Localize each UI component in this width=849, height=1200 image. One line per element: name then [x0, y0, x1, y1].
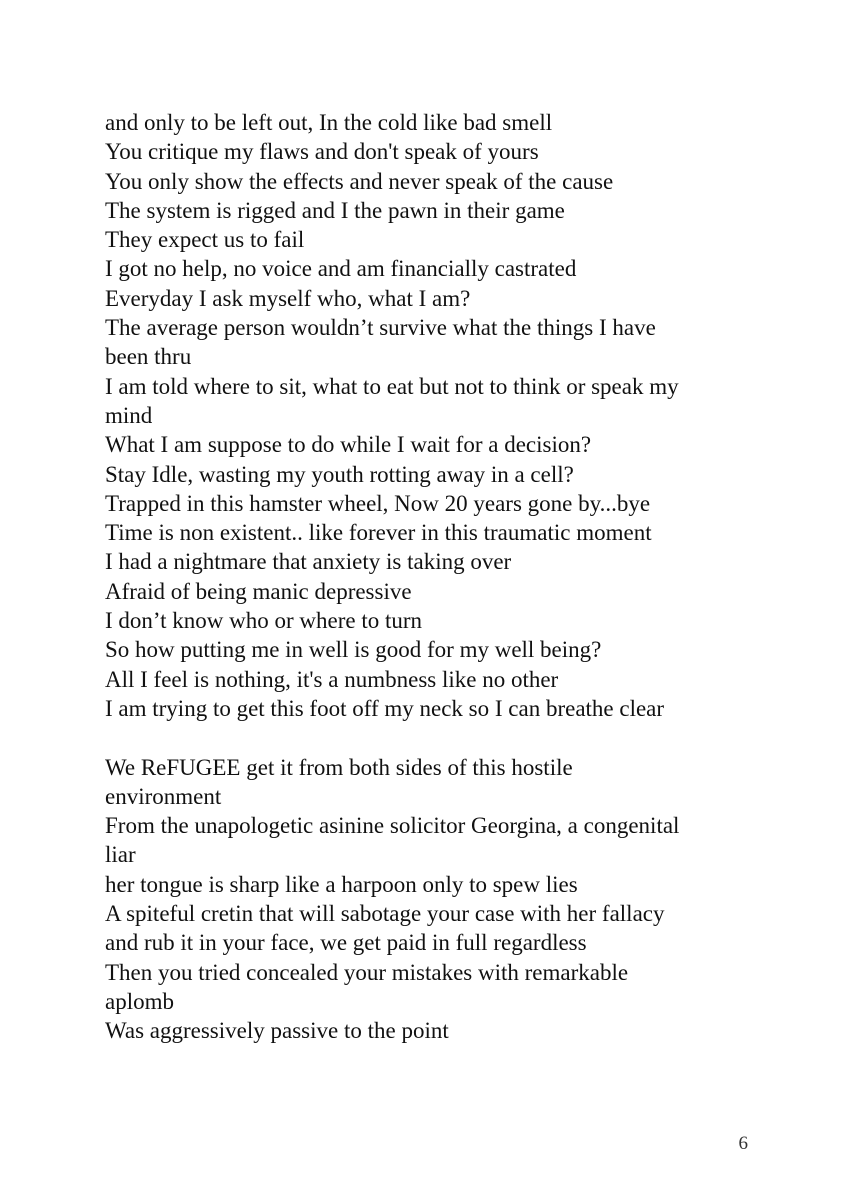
- poem-line: I don’t know who or where to turn: [105, 608, 423, 634]
- poem-line: You only show the effects and never speak of the cause: [105, 168, 614, 194]
- poem-line: environment: [105, 783, 222, 809]
- stanza-2: [105, 753, 765, 1046]
- poem-line: Then you tried concealed your mistakes with remarkable: [105, 959, 629, 985]
- poem-line: her tongue is sharp like a harpoon only to spew lies: [105, 871, 578, 897]
- poem-line: The system is rigged and I the pawn in their game: [105, 197, 565, 223]
- poem-line: The average person wouldn’t survive what the things I have: [105, 315, 656, 341]
- poem-line: A spiteful cretin that will sabotage your case with her fallacy: [105, 901, 665, 927]
- poem-line: You critique my flaws and don't speak of yours: [105, 139, 539, 165]
- poem-line: Afraid of being manic depressive: [105, 578, 412, 604]
- poem-line: and only to be left out, In the cold like bad smell: [105, 110, 553, 135]
- poem-line: liar: [105, 842, 136, 868]
- poem-line: What I am suppose to do while I wait for a decision?: [105, 432, 592, 458]
- page-number: 6: [738, 1133, 748, 1154]
- poem-line: From the unapologetic asinine solicitor Georgina, a congenital: [105, 813, 680, 839]
- poem-line: I am trying to get this foot off my neck so I can breathe clear: [105, 695, 665, 721]
- poem-line: Was aggressively passive to the point: [105, 1018, 449, 1044]
- poem-line: Trapped in this hamster wheel, Now 20 years gone by...bye: [105, 490, 651, 516]
- poem-line: So how putting me in well is good for my well being?: [105, 637, 602, 663]
- poem-line: I had a nightmare that anxiety is taking over: [105, 549, 512, 575]
- poem-line: Stay Idle, wasting my youth rotting away in a cell?: [105, 461, 574, 487]
- poem-body: [105, 108, 765, 1046]
- poem-line: been thru: [105, 344, 192, 370]
- poem-line: mind: [105, 402, 153, 428]
- poem-line: I am told where to sit, what to eat but not to think or speak my: [105, 373, 679, 399]
- poem-line: All I feel is nothing, it's a numbness like no other: [105, 666, 559, 692]
- poem-line: Everyday I ask myself who, what I am?: [105, 285, 471, 311]
- poem-line: and rub it in your face, we get paid in full regardless: [105, 930, 587, 956]
- poem-line: They expect us to fail: [105, 227, 305, 253]
- poem-line: I got no help, no voice and am financially castrated: [105, 256, 577, 282]
- poem-line: We ReFUGEE get it from both sides of this hostile: [105, 754, 573, 780]
- poem-line: Time is non existent.. like forever in this traumatic moment: [105, 520, 652, 546]
- stanza-1: [105, 108, 765, 723]
- poem-line: aplomb: [105, 988, 174, 1014]
